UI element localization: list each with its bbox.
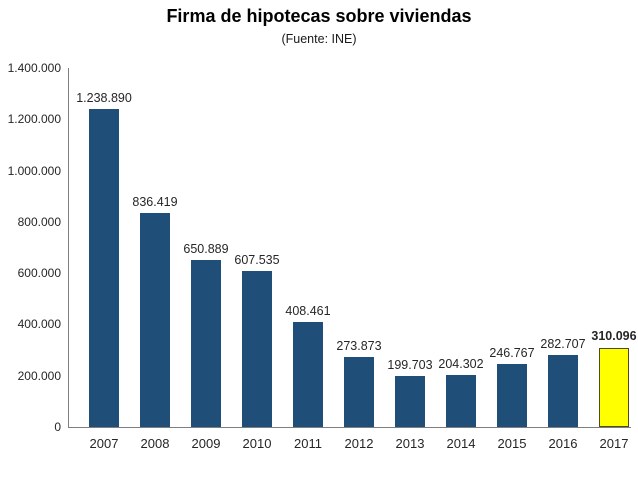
bar-2010 — [242, 271, 272, 427]
bar-value-label: 199.703 — [387, 357, 433, 372]
bar-value-label: 1.238.890 — [76, 91, 132, 106]
bar-2007 — [89, 109, 119, 427]
y-tick-label: 0 — [54, 420, 61, 434]
chart-title: Firma de hipotecas sobre viviendas — [166, 6, 472, 26]
y-tick-label: 1.200.000 — [7, 112, 61, 127]
bar-value-label: 310.096 — [591, 329, 637, 344]
y-tick-label: 800.000 — [17, 214, 61, 229]
bar-2017 — [599, 348, 629, 428]
bar-value-label: 246.767 — [489, 345, 535, 360]
y-tick-label: 1.000.000 — [7, 163, 61, 178]
x-tick-label: 2013 — [395, 436, 425, 451]
x-tick-label: 2011 — [294, 436, 322, 451]
x-tick-label: 2017 — [599, 436, 629, 451]
bar-2013 — [395, 376, 425, 427]
y-tick-label: 400.000 — [17, 317, 61, 332]
bar-value-label: 607.535 — [234, 253, 280, 268]
x-tick-label: 2010 — [242, 436, 272, 451]
bar-value-label: 650.889 — [183, 242, 229, 257]
bar-2015 — [497, 364, 527, 427]
y-tick-label: 200.000 — [17, 368, 61, 383]
plot-area — [7, 61, 637, 451]
y-tick-label: 600.000 — [17, 266, 61, 281]
bar-value-label: 408.461 — [285, 304, 331, 319]
x-tick-label: 2014 — [446, 436, 476, 451]
x-tick-label: 2015 — [497, 436, 527, 451]
bar-value-label: 273.873 — [336, 338, 382, 353]
chart-subtitle: (Fuente: INE) — [281, 32, 357, 46]
x-tick-label: 2008 — [140, 436, 170, 451]
bar-2016 — [548, 355, 578, 428]
bar-value-label: 282.707 — [540, 336, 586, 351]
x-tick-label: 2016 — [548, 436, 578, 451]
bar-value-label: 204.302 — [438, 356, 484, 371]
y-tick-label: 1.400.000 — [7, 61, 61, 75]
x-tick-label: 2012 — [344, 436, 374, 451]
bar-2009 — [191, 260, 221, 427]
bar-2014 — [446, 375, 476, 427]
bar-value-label: 836.419 — [132, 194, 178, 209]
x-tick-label: 2007 — [89, 436, 119, 451]
x-tick-label: 2009 — [191, 436, 221, 451]
